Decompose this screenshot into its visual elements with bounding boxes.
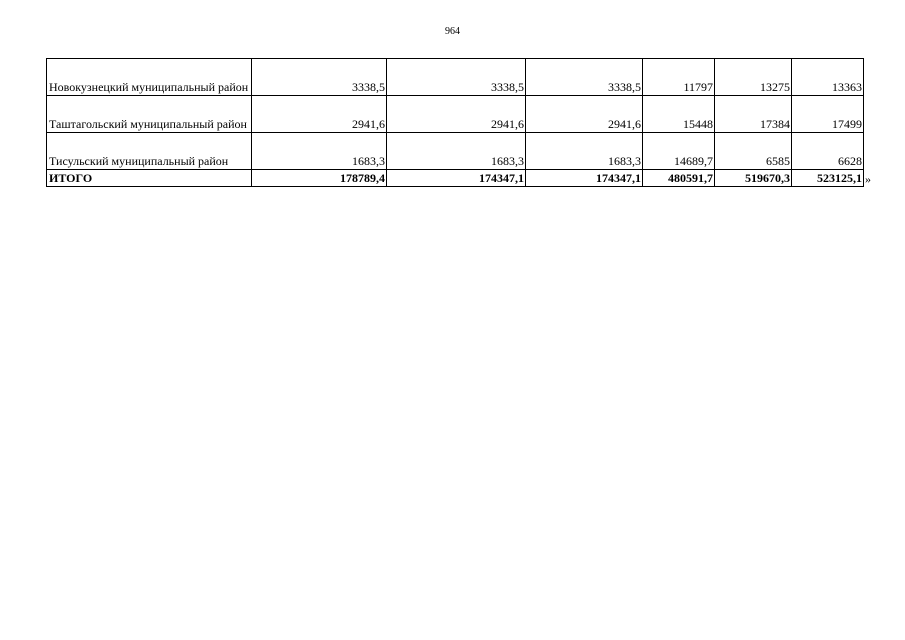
value-cell: 3338,5 — [526, 59, 643, 96]
closing-quote-mark: » — [865, 172, 871, 186]
value-cell: 11797 — [643, 59, 715, 96]
table-row — [47, 133, 864, 170]
page-number: 964 — [445, 26, 460, 37]
region-name-cell: Таштагольский муниципальный район — [47, 96, 252, 133]
region-name-cell: Тисульский муниципальный район — [47, 133, 252, 170]
value-cell: 17384 — [715, 96, 792, 133]
total-value-cell: 480591,7 — [643, 170, 715, 187]
total-value-cell: 174347,1 — [526, 170, 643, 187]
total-value-cell: 178789,4 — [252, 170, 387, 187]
value-cell: 3338,5 — [252, 59, 387, 96]
value-cell: 2941,6 — [252, 96, 387, 133]
value-cell: 2941,6 — [526, 96, 643, 133]
value-cell: 13363 — [792, 59, 864, 96]
region-name-cell: Новокузнецкий муниципальный район — [47, 59, 252, 96]
total-value-cell: 174347,1 — [387, 170, 526, 187]
value-cell: 14689,7 — [643, 133, 715, 170]
total-value-cell: 523125,1 — [792, 170, 864, 187]
total-value-cell: 519670,3 — [715, 170, 792, 187]
value-cell: 6585 — [715, 133, 792, 170]
value-cell: 2941,6 — [387, 96, 526, 133]
budget-table — [46, 58, 864, 187]
value-cell: 17499 — [792, 96, 864, 133]
value-cell: 6628 — [792, 133, 864, 170]
total-label-cell: ИТОГО — [47, 170, 252, 187]
value-cell: 15448 — [643, 96, 715, 133]
table-row — [47, 96, 864, 133]
value-cell: 3338,5 — [387, 59, 526, 96]
value-cell: 13275 — [715, 59, 792, 96]
table-row — [47, 59, 864, 96]
value-cell: 1683,3 — [387, 133, 526, 170]
value-cell: 1683,3 — [526, 133, 643, 170]
value-cell: 1683,3 — [252, 133, 387, 170]
total-row — [47, 170, 864, 187]
